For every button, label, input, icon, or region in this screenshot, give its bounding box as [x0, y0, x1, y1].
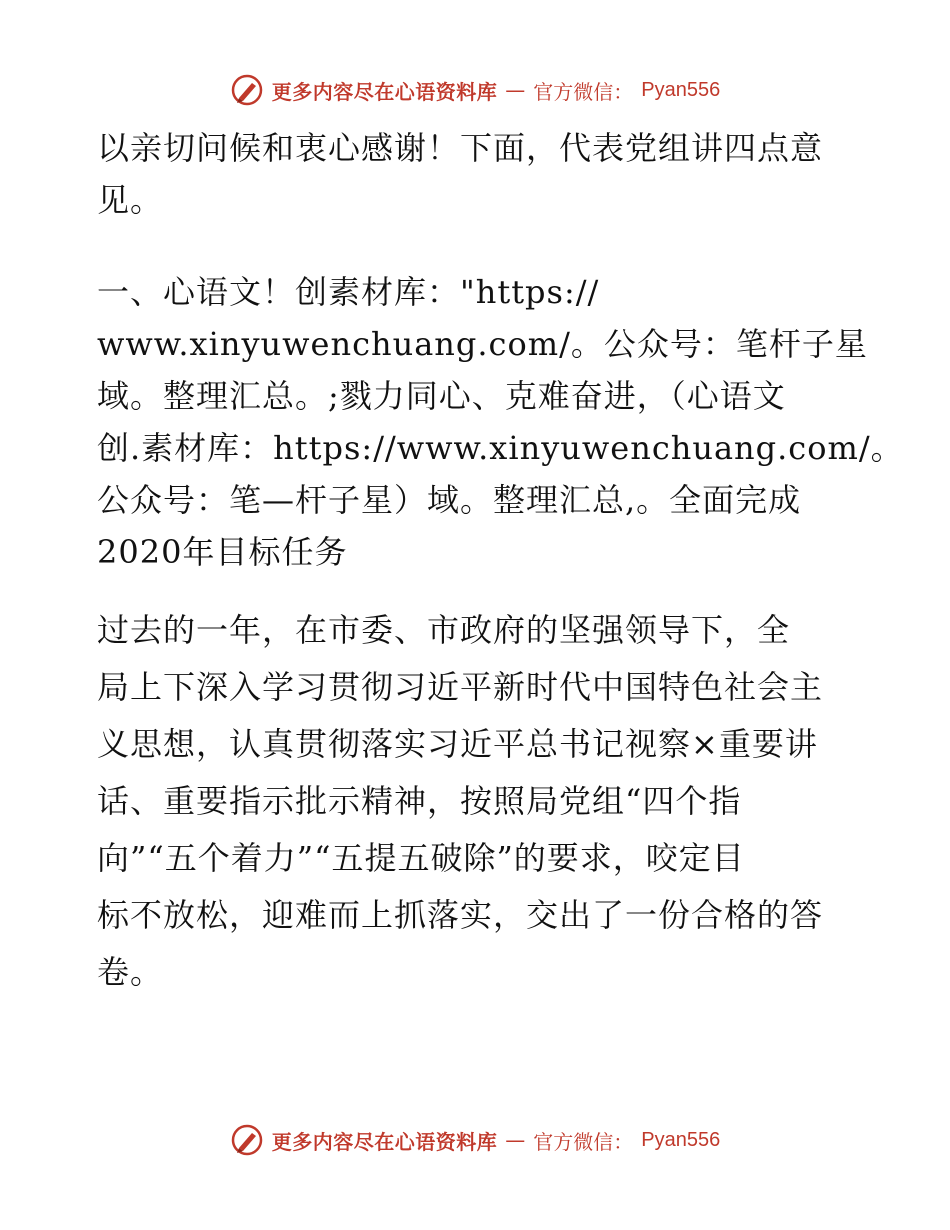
banner-wechat-label: 官方微信：	[533, 79, 634, 104]
text-line: 以亲切问候和衷心感谢！下面，代表党组讲四点意	[97, 129, 824, 167]
text-line: 义思想，认真贯彻落实习近平总书记视察×重要讲	[97, 725, 818, 763]
paragraph-greeting	[97, 122, 857, 226]
text-line: 标不放松，迎难而上抓落实，交出了一份合格的答	[97, 896, 824, 934]
banner-wechat-label: 官方微信：	[533, 1129, 634, 1154]
document-body	[97, 122, 904, 1001]
text-line: 局上下深入学习贯彻习近平新时代中国特色社会主	[97, 668, 824, 706]
text-line: www.xinyuwenchuang.com/。公众号：笔杆子星	[97, 325, 868, 363]
footer-banner	[0, 1120, 950, 1160]
text-line: 卷。	[97, 953, 164, 991]
text-line: 见。	[97, 181, 164, 219]
text-line: 域。整理汇总。;戮力同心、克难奋进，（心语文	[97, 377, 786, 415]
banner-text: 更多内容尽在心语资料库	[271, 1129, 498, 1154]
banner-dash: —	[505, 78, 526, 102]
text-line: 创.素材库：https://www.xinyuwenchuang.com/。	[97, 429, 904, 467]
text-line: 2020年目标任务	[97, 533, 348, 571]
text-line: 过去的一年，在市委、市政府的坚强领导下，全	[97, 611, 791, 649]
banner-dash: —	[505, 1128, 526, 1152]
header-banner	[0, 70, 950, 110]
paragraph-section-heading	[97, 266, 904, 578]
text-line: 话、重要指示批示精神，按照局党组“四个指	[97, 782, 742, 820]
paragraph-review	[97, 602, 857, 1001]
pen-logo-icon	[230, 1123, 264, 1157]
text-line: 公众号：笔—杆子星）域。整理汇总,。全面完成	[97, 481, 802, 519]
banner-wechat-id: Pyan556	[641, 78, 721, 101]
text-line: 向”“五个着力”“五提五破除”的要求，咬定目	[97, 839, 745, 877]
text-line: 一、心语文！创素材库："https://	[97, 273, 600, 311]
banner-wechat-id: Pyan556	[641, 1128, 721, 1151]
pen-logo-icon	[230, 73, 264, 107]
banner-text: 更多内容尽在心语资料库	[271, 79, 498, 104]
